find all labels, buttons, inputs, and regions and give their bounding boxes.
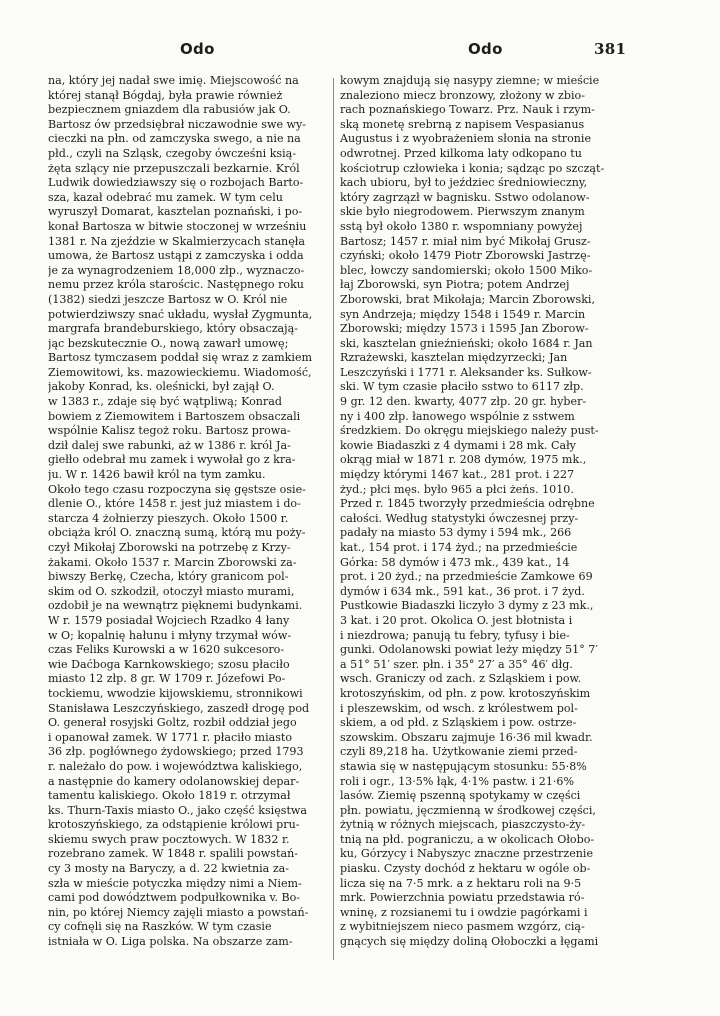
text-line: nin, po której Niemcy zajęli miasto a powstań-	[48, 905, 309, 919]
text-line: szowskim. Obszaru zajmuje 16·36 mil kwadr.	[340, 730, 593, 744]
text-line: konał Bartosza w bitwie stoczonej w wrześniu	[48, 219, 307, 233]
text-line: stawia się w następującym stosunku: 55·8%	[340, 759, 587, 773]
text-line: cami pod dowództwem podpułkownika v. Bo-	[48, 891, 301, 905]
text-line: Zborowski, brat Mikołaja; Marcin Zborowski,	[340, 292, 595, 306]
text-line: ską monetę srebrną z napisem Vespasianus	[340, 117, 585, 131]
text-line: i opanował zamek. W 1771 r. płaciło miasto	[48, 730, 293, 744]
text-line: ski. W tym czasie płaciło sstwo to 6117 złp.	[340, 380, 584, 394]
text-line: roli i ogr., 13·5% łąk, 4·1% pastw. i 21·6%	[340, 774, 575, 788]
text-line: sza, kazał odebrać mu zamek. W tym celu	[48, 190, 283, 204]
text-line: Rzrażewski, kasztelan międzyrzecki; Jan	[340, 351, 568, 365]
text-line: tockiemu, wwodzie kijowskiemu, stronnikowi	[48, 686, 303, 700]
text-line: tnią na płd. pograniczu, a w okolicach Ołobo-	[340, 832, 595, 846]
text-line: obciąża król O. znaczną sumą, którą mu poży-	[48, 526, 306, 540]
text-line: bezpiecznem gniazdem dla rabusiów jak O.	[48, 103, 291, 117]
text-line: licza się na 7·5 mrk. a z hektaru roli na 9·5	[340, 876, 582, 890]
text-line: odwrotnej. Przed kilkoma laty odkopano tu	[340, 146, 582, 160]
text-line: skiemu swych praw pocztowych. W 1832 r.	[48, 832, 290, 846]
text-line: mrk. Powierzchnia powiatu przedstawia ró-	[340, 891, 585, 905]
text-line: czył Mikołaj Zborowski na potrzebę z Krzy-	[48, 541, 291, 554]
running-head-left: Odo	[180, 40, 215, 58]
page-number: 381	[594, 40, 627, 58]
text-line: margrafa brandeburskiego, który obsaczają-	[48, 322, 298, 336]
text-line: i pleszewskim, od wsch. z królestwem pol-	[340, 701, 578, 715]
text-line: Bartosz; 1457 r. miał nim być Mikołaj Grusz-	[340, 234, 591, 248]
text-line: który zagrzązł w bagnisku. Sstwo odolanow-	[340, 190, 590, 204]
text-line: Około tego czasu rozpoczyna się gęstsze osie-	[48, 482, 306, 496]
text-line: krotoszyńskiego, za odstąpienie królowi pru-	[48, 818, 300, 832]
text-line: czyński; około 1479 Piotr Zborowski Jastrzę-	[340, 249, 591, 263]
text-column-right	[340, 74, 640, 950]
text-line: ks. Thurn-Taxis miasto O., jako część księstwa	[48, 803, 308, 817]
text-line: rach poznańskiego Towarz. Prz. Nauk i rzym-	[340, 103, 595, 117]
text-line: dził dalej swe rabunki, aż w 1386 r. król Ja-	[48, 438, 291, 452]
column-divider	[333, 78, 334, 960]
text-line: wspólnie Kalisz tegoż roku. Bartosz prowa-	[48, 424, 291, 438]
text-line: skiem, a od płd. z Szląskiem i pow. ostrze-	[340, 716, 577, 730]
text-line: gunki. Odolanowski powiat leży między 51° 7′	[340, 643, 598, 657]
text-line: Bartosz tymczasem poddał się wraz z zamkiem	[48, 351, 313, 365]
text-line: i niezdrowa; panują tu febry, tyfusy i bie-	[340, 628, 570, 642]
text-column-left	[48, 74, 348, 950]
text-line: żakami. Około 1537 r. Marcin Zborowski za-	[48, 555, 297, 569]
text-line: rozebrano zamek. W 1848 r. spalili powstań-	[48, 847, 298, 861]
text-line: ku, Górzycy i Nabyszyc znaczne przestrzenie	[340, 847, 594, 861]
text-line: lasów. Ziemię pszenną spotykamy w części	[340, 789, 581, 803]
text-line: Augustus i z wyobrażeniem słonia na stronie	[340, 132, 592, 146]
text-line: prot. i 20 żyd.; na przedmieście Zamkowe 69	[340, 570, 593, 584]
text-line: Ludwik dowiedziawszy się o rozbojach Barto-	[48, 176, 304, 190]
text-line: r. należało do pow. i województwa kaliskiego,	[48, 759, 303, 773]
text-line: biwszy Berkę, Czecha, który granicom pol-	[48, 570, 289, 584]
text-line: której stanął Bógdaj, była prawie również	[48, 88, 283, 102]
text-line: tamentu kaliskiego. Około 1819 r. otrzymał	[48, 789, 291, 803]
text-line: jakoby Konrad, ks. oleśnicki, był zajął O.	[48, 380, 275, 394]
text-line: płn. powiatu, jęczmienną w środkowej części,	[340, 803, 596, 817]
text-line: a następnie do kamery odolanowskiej depar-	[48, 774, 300, 788]
text-line: bowiem z Ziemowitem i Bartoszem obsaczali	[48, 409, 301, 423]
text-line: miasto 12 złp. 8 gr. W 1709 r. Józefowi Po-	[48, 672, 286, 686]
text-line: istniała w O. Liga polska. Na obszarze zam-	[48, 935, 293, 949]
text-line: (1382) siedzi jeszcze Bartosz w O. Król nie	[48, 292, 288, 306]
text-line: skim od O. szkodził, otoczył miasto murami,	[48, 584, 295, 598]
text-line: ju. W r. 1426 bawił król na tym zamku.	[48, 468, 266, 482]
text-line: całości. Według statystyki ówczesnej przy-	[340, 511, 579, 525]
text-line: Przed r. 1845 tworzyły przedmieścia odrębne	[340, 497, 595, 511]
text-line: żytnią w różnych miejscach, piaszczysto-ży-	[340, 818, 586, 832]
text-line: nemu przez króla starościc. Następnego roku	[48, 278, 304, 292]
text-line: W r. 1579 posiadał Wojciech Rzadko 4 łany	[48, 613, 290, 627]
text-line: z wybitniejszem nieco pasmem wzgórz, cią-	[340, 920, 585, 934]
text-line: szła w mieście potyczka między nimi a Niem-	[48, 876, 302, 890]
text-line: ozdobił je na wewnątrz pięknemi budynkami.	[48, 599, 303, 613]
text-line: w 1383 r., zdaje się być wątpliwą; Konrad	[48, 395, 282, 409]
text-line: O. generał rosyjski Goltz, rozbił oddział jego	[48, 716, 297, 730]
text-line: kościotrup człowieka i konia; sądząc po szcząt-	[340, 161, 605, 175]
text-line: między którymi 1467 kat., 281 prot. i 227	[340, 468, 575, 482]
text-line: blec, łowczy sandomierski; około 1500 Miko-	[340, 263, 593, 277]
text-line: łaj Zborowski, syn Piotra; potem Andrzej	[340, 278, 570, 292]
text-line: kach ubioru, był to jeździec średniowieczny,	[340, 176, 588, 190]
text-line: Zborowski; między 1573 i 1595 Jan Zborow-	[340, 322, 589, 336]
text-line: Ziemowitowi, ks. mazowieckiemu. Wiadomość,	[48, 365, 312, 379]
text-line: cy 3 mosty na Baryczy, a d. 22 kwietnia za-	[48, 862, 290, 876]
text-line: 9 gr. 12 den. kwarty, 4077 złp. 20 gr. hyber-	[340, 395, 587, 409]
text-line: Leszczyński i 1771 r. Aleksander ks. Sułkow-	[340, 365, 592, 379]
text-line: Stanisława Leszczyńskiego, zaszedł drogę pod	[48, 701, 310, 715]
text-line: czyli 89,218 ha. Użytkowanie ziemi przed-	[340, 745, 578, 759]
text-line: Górka: 58 dymów i 473 mk., 439 kat., 14	[340, 555, 570, 569]
text-line: je za wynagrodzeniem 18,000 złp., wyznaczo-	[48, 263, 305, 277]
text-line: żęta szlący nie przepuszczali bezkarnie. Król	[48, 161, 300, 175]
text-line: umowa, że Bartosz ustąpi z zamczyska i odda	[48, 249, 304, 263]
text-line: Pustkowie Biadaszki liczyło 3 dymy z 23 mk.,	[340, 599, 594, 613]
text-line: wninę, z rozsianemi tu i owdzie pagórkami i	[340, 905, 588, 919]
text-line: 36 złp. pogłównego żydowskiego; przed 1793	[48, 745, 304, 759]
text-line: żyd.; płci męs. było 965 a płci żeńs. 1010.	[340, 482, 574, 496]
text-line: a 51° 51′ szer. płn. i 35° 27′ a 35° 46′ dłg.	[340, 657, 573, 671]
text-line: cieczki na płn. od zamczyska swego, a nie na	[48, 132, 301, 146]
text-line: piasku. Czysty dochód z hektaru w ogóle ob-	[340, 862, 591, 876]
text-line: Bartosz ów przedsiębrał niczawodnie swe wy-	[48, 117, 307, 131]
text-line: czas Feliks Kurowski a w 1620 sukcesoro-	[48, 643, 285, 657]
text-line: jąc bezskutecznie O., nową zawarł umowę;	[48, 336, 289, 350]
text-line: cy cofnęli się na Raszków. W tym czasie	[48, 920, 272, 934]
running-head-right: Odo	[468, 40, 503, 58]
text-line: płd., czyli na Szląsk, czegoby ówcześni ksią-	[48, 146, 297, 160]
text-line: ski, kasztelan gnieźnieński; około 1684 r. Jan	[340, 336, 593, 350]
text-line: kowie Biadaszki z 4 dymami i 28 mk. Cały	[340, 438, 576, 452]
text-line: 1381 r. Na zjeździe w Skalmierzycach stanęła	[48, 234, 305, 248]
text-line: w O; kopalnię hałunu i młyny trzymał wów-	[48, 628, 292, 642]
text-line: potwierdziwszy snać układu, wysłał Zygmunta,	[48, 307, 313, 321]
text-line: kat., 154 prot. i 174 żyd.; na przedmieście	[340, 541, 578, 554]
text-line: giełło odebrał mu zamek i wywołał go z kra-	[48, 453, 296, 467]
text-line: gnących się między doliną Ołoboczki a łęgami	[340, 935, 599, 949]
text-line: dymów i 634 mk., 591 kat., 36 prot. i 7 żyd.	[340, 584, 585, 598]
text-line: okrąg miał w 1871 r. 208 dymów, 1975 mk.,	[340, 453, 587, 467]
text-line: wsch. Graniczy od zach. z Szląskiem i pow.	[340, 672, 582, 686]
text-line: skie było niegrodowem. Pierwszym znanym	[340, 205, 585, 219]
text-line: starcza 4 żołnierzy pieszych. Około 1500 r.	[48, 511, 289, 525]
text-line: kowym znajdują się nasypy ziemne; w mieście	[340, 74, 600, 87]
text-line: dlenie O., które 1458 r. jest już miastem i do-	[48, 497, 301, 511]
text-line: na, który jej nadał swe imię. Miejscowość na	[48, 74, 299, 87]
text-line: ny i 400 złp. łanowego wspólnie z sstwem	[340, 409, 575, 423]
text-line: 3 kat. i 20 prot. Okolica O. jest błotnista i	[340, 613, 573, 627]
text-line: wyruszył Domarat, kasztelan poznański, i po-	[48, 205, 303, 219]
text-line: średzkiem. Do okręgu miejskiego należy pust-	[340, 424, 599, 438]
text-line: krotoszyńskim, od płn. z pow. krotoszyńskim	[340, 686, 591, 700]
text-line: znaleziono miecz bronzowy, złożony w zbio-	[340, 88, 585, 102]
text-line: wie Daćboga Karnkowskiego; szosu płaciło	[48, 657, 290, 671]
text-line: sstą był około 1380 r. wspomniany powyżej	[340, 219, 583, 233]
text-line: padały na miasto 53 dymy i 594 mk., 266	[340, 526, 572, 540]
text-line: syn Andrzeja; między 1548 i 1549 r. Marcin	[340, 307, 586, 321]
